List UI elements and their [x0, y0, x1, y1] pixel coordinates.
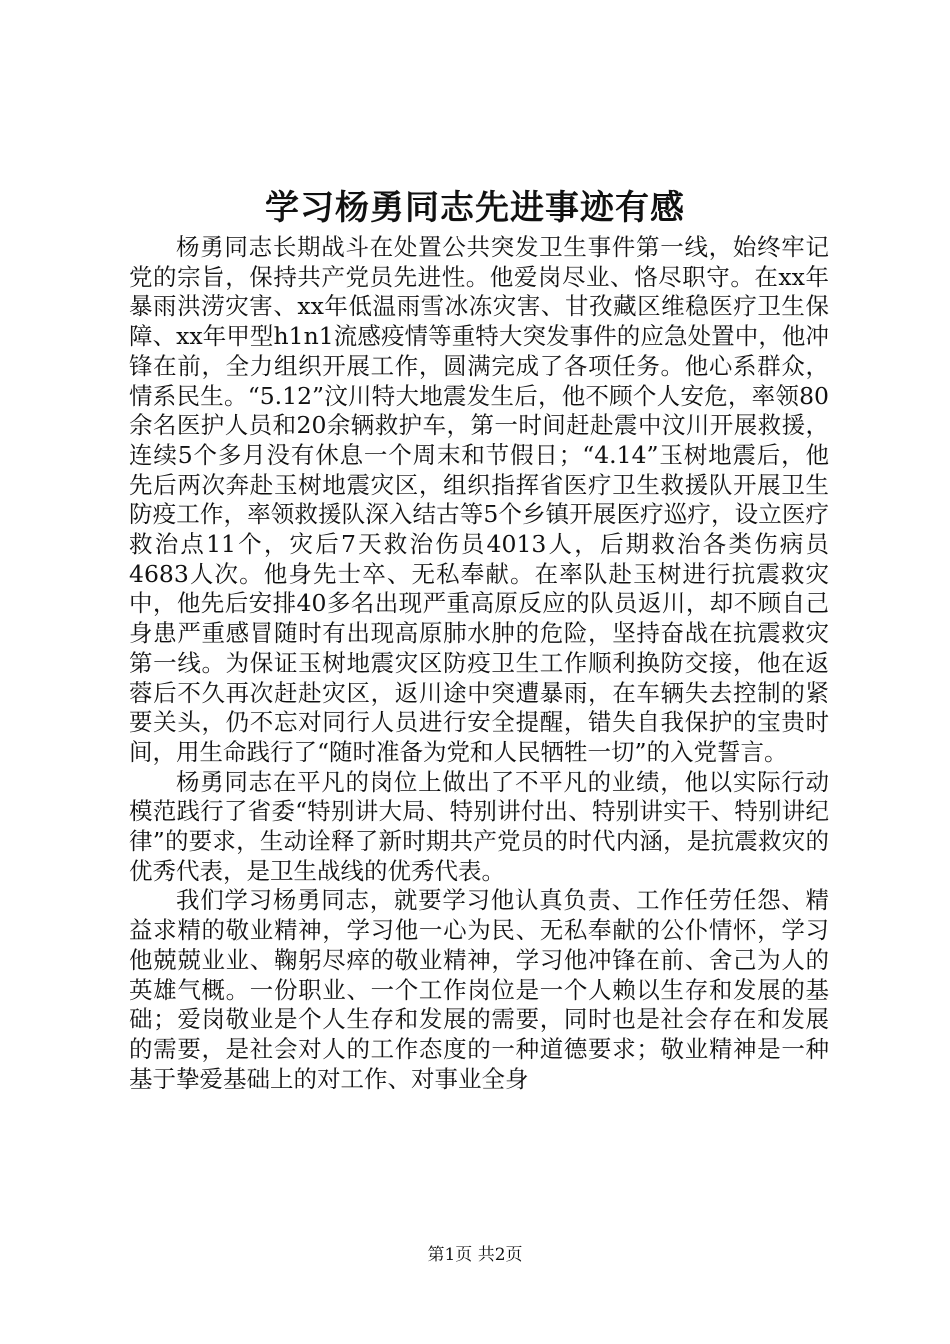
document-title: 学习杨勇同志先进事迹有感 [265, 188, 685, 228]
document-body [129, 233, 829, 1094]
page-footer: 第1页 共2页 [427, 1245, 523, 1265]
paragraph-3: 我们学习杨勇同志，就要学习他认真负责、工作任劳任怨、精益求精的敬业精神，学习他一心为民、无私奉献的公仆情怀，学习他兢兢业业、鞠躬尽瘁的敬业精神，学习他冲锋在前、舍己为人的英雄气概。一份职业、一个工作岗位是一个人赖以生存和发展的基础；爱岗敬业是个人生存和发展的需要，同时也是社会存在和发展的需要，是社会对人的工作态度的一种道德要求；敬业精神是一种基于挚爱基础上的对工作、对事业全身 [129, 886, 829, 1093]
paragraph-1: 杨勇同志长期战斗在处置公共突发卫生事件第一线，始终牢记党的宗旨，保持共产党员先进性。他爱岗尽业、恪尽职守。在xx年暴雨洪涝灾害、xx年低温雨雪冰冻灾害、甘孜藏区维稳医疗卫生保障、xx年甲型h1n1流感疫情等重特大突发事件的应急处置中，他冲锋在前，全力组织开展工作，圆满完成了各项任务。他心系群众，情系民生。“5.12”汶川特大地震发生后，他不顾个人安危，率领80余名医护人员和20余辆救护车，第一时间赶赴震中汶川开展救援，连续5个多月没有休息一个周末和节假日；“4.14”玉树地震后，他先后两次奔赴玉树地震灾区，组织指挥省医疗卫生救援队开展卫生防疫工作，率领救援队深入结古等5个乡镇开展医疗巡疗，设立医疗救治点11个，灾后7天救治伤员4013人，后期救治各类伤病员4683人次。他身先士卒、无私奉献。在率队赴玉树进行抗震救灾中，他先后安排40多名出现严重高原反应的队员返川，却不顾自己身患严重感冒随时有出现高原肺水肿的危险，坚持奋战在抗震救灾第一线。为保证玉树地震灾区防疫卫生工作顺利换防交接，他在返蓉后不久再次赶赴灾区，返川途中突遭暴雨，在车辆失去控制的紧要关头，仍不忘对同行人员进行安全提醒，错失自我保护的宝贵时间，用生命践行了“随时准备为党和人民牺牲一切”的入党誓言。 [129, 233, 829, 766]
paragraph-2: 杨勇同志在平凡的岗位上做出了不平凡的业绩，他以实际行动模范践行了省委“特别讲大局、特别讲付出、特别讲实干、特别讲纪律”的要求，生动诠释了新时期共产党员的时代内涵，是抗震救灾的优秀代表，是卫生战线的优秀代表。 [129, 767, 829, 885]
